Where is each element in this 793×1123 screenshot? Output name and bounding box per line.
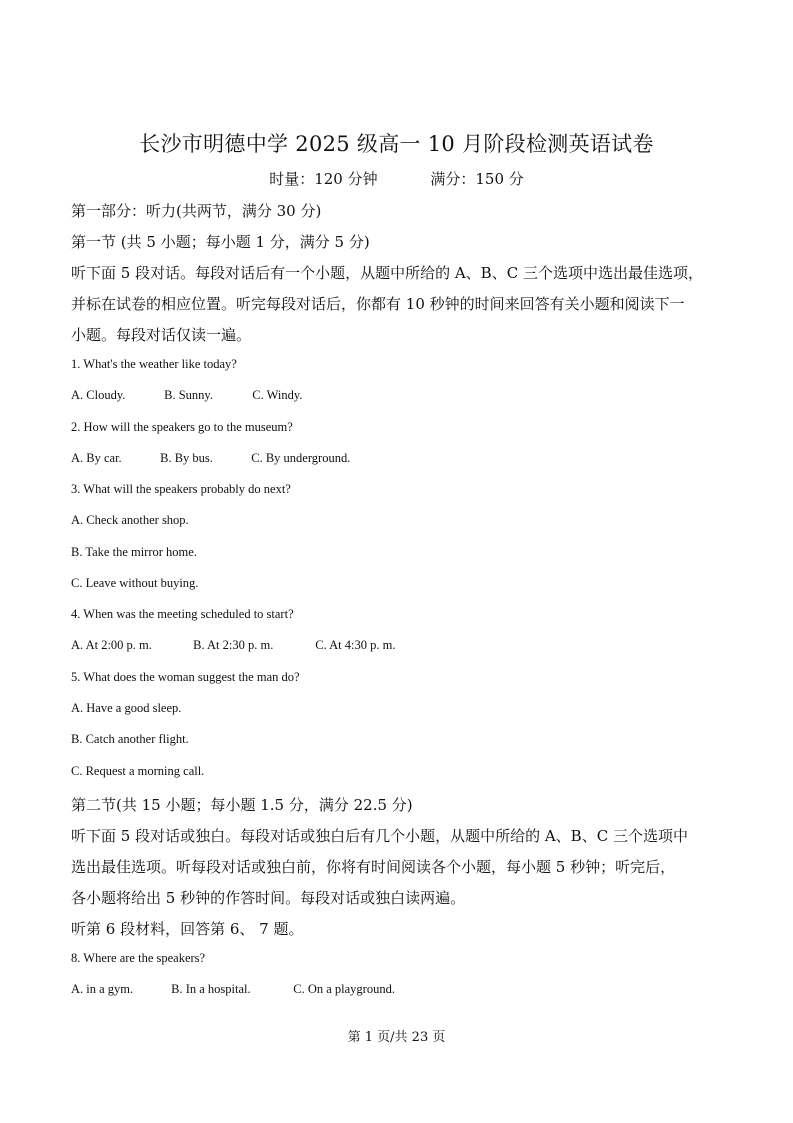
- option-b: B. By bus.: [160, 451, 213, 465]
- option-c: C. At 4:30 p. m.: [315, 638, 396, 652]
- question-text: 1. What's the weather like today?: [71, 357, 237, 371]
- option-a: A. Check another shop.: [71, 513, 189, 527]
- section1-heading: 第一节 (共 5 小题；每小题 1 分，满分 5 分): [71, 233, 370, 251]
- exam-title: 长沙市明德中学 2025 级高一 10 月阶段检测英语试卷: [139, 132, 654, 156]
- option-a: A. in a gym.: [71, 982, 134, 996]
- options-row: [71, 451, 350, 466]
- option-b: B. At 2:30 p. m.: [193, 638, 274, 652]
- option-c: C. Request a morning call.: [71, 764, 205, 778]
- material-heading: 听第 6 段材料，回答第 6、 7 题。: [71, 920, 304, 938]
- option-a: A. Cloudy.: [71, 388, 126, 402]
- options-row: [71, 982, 395, 997]
- question-text: 2. How will the speakers go to the museum?: [71, 420, 293, 434]
- option-c: C. Leave without buying.: [71, 576, 199, 590]
- question-text: 8. Where are the speakers?: [71, 951, 206, 965]
- exam-meta: [0, 168, 793, 189]
- section2-instruction-line: 各小题将给出 5 秒钟的作答时间。每段对话或独白读两遍。: [71, 889, 466, 907]
- option-b: B. In a hospital.: [171, 982, 251, 996]
- section1-instruction-line: 并标在试卷的相应位置。听完每段对话后，你都有 10 秒钟的时间来回答有关小题和阅读下一: [71, 295, 685, 313]
- section2-instruction-line: 选出最佳选项。听每段对话或独白前，你将有时间阅读各个小题，每小题 5 秒钟；听完后，: [71, 858, 676, 876]
- option-a: A. Have a good sleep.: [71, 701, 182, 715]
- option-a: A. At 2:00 p. m.: [71, 638, 152, 652]
- options-row: [71, 388, 302, 403]
- time-limit: 时量：120 分钟: [269, 170, 378, 188]
- question-text: 3. What will the speakers probably do next?: [71, 482, 291, 496]
- section2-heading: 第二节(共 15 小题；每小题 1.5 分，满分 22.5 分): [71, 796, 413, 814]
- option-b: B. Sunny.: [164, 388, 213, 402]
- part-heading: 第一部分：听力(共两节，满分 30 分): [71, 202, 322, 220]
- question-text: 4. When was the meeting scheduled to start?: [71, 607, 294, 621]
- options-row: [71, 638, 395, 653]
- page-number: 第 1 页/共 23 页: [347, 1030, 446, 1045]
- full-score: 满分：150 分: [430, 170, 524, 188]
- section1-instruction-line: 听下面 5 段对话。每段对话后有一个小题，从题中所给的 A、B、C 三个选项中选出最佳选项，: [71, 264, 703, 282]
- section1-instruction-line: 小题。每段对话仅读一遍。: [71, 326, 252, 344]
- section2-instruction-line: 听下面 5 段对话或独白。每段对话或独白后有几个小题，从题中所给的 A、B、C 三个选项中: [71, 827, 688, 845]
- option-c: C. On a playground.: [293, 982, 395, 996]
- option-a: A. By car.: [71, 451, 122, 465]
- question-text: 5. What does the woman suggest the man do?: [71, 670, 300, 684]
- option-c: C. Windy.: [252, 388, 303, 402]
- option-c: C. By underground.: [251, 451, 351, 465]
- option-b: B. Take the mirror home.: [71, 545, 197, 559]
- option-b: B. Catch another flight.: [71, 732, 189, 746]
